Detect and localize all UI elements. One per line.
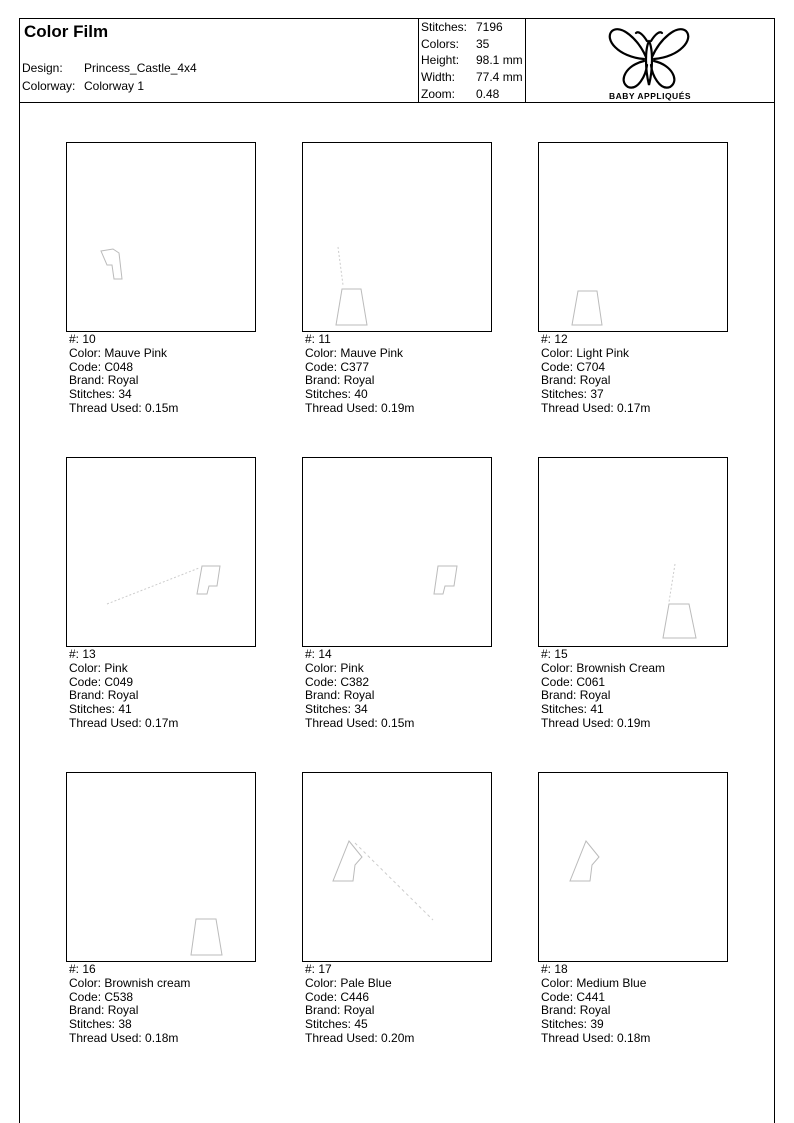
stat-width: Width: 77.4 mm <box>421 70 523 84</box>
colorway-row <box>22 79 144 93</box>
swatch-preview <box>538 142 728 332</box>
swatch-preview <box>538 772 728 962</box>
design-value: Princess_Castle_4x4 <box>84 61 197 75</box>
swatch-info: #: 14 Color: Pink Code: C382 Brand: Royal Stitches: 34 Thread Used: 0.15m <box>305 647 415 730</box>
stitch-shape <box>539 773 729 963</box>
swatch-preview <box>302 457 492 647</box>
design-row <box>22 61 197 75</box>
colorway-value: Colorway 1 <box>84 79 145 93</box>
swatch-info: #: 16 Color: Brownish cream Code: C538 Brand: Royal Stitches: 38 Thread Used: 0.18m <box>69 962 191 1045</box>
header-stats <box>419 19 526 102</box>
swatch-info: #: 18 Color: Medium Blue Code: C441 Brand: Royal Stitches: 39 Thread Used: 0.18m <box>541 962 651 1045</box>
swatch-info: #: 17 Color: Pale Blue Code: C446 Brand: Royal Stitches: 45 Thread Used: 0.20m <box>305 962 415 1045</box>
stat-colors: Colors: 35 <box>421 37 490 51</box>
swatch-info: #: 10 Color: Mauve Pink Code: C048 Brand: Royal Stitches: 34 Thread Used: 0.15m <box>69 332 179 415</box>
colorway-label: Colorway: <box>22 79 76 93</box>
stitch-shape <box>539 143 729 333</box>
swatch-preview <box>66 772 256 962</box>
logo-text: BABY APPLIQUÉS <box>608 91 692 101</box>
stitch-shape <box>67 773 257 963</box>
swatch-info: #: 15 Color: Brownish Cream Code: C061 Brand: Royal Stitches: 41 Thread Used: 0.19m <box>541 647 666 730</box>
page-title: Color Film <box>24 22 109 41</box>
brand-logo <box>526 19 774 102</box>
stitch-shape <box>303 458 493 648</box>
stitch-shape <box>67 143 257 333</box>
stitch-shape <box>67 458 257 648</box>
stat-height: Height: 98.1 mm <box>421 53 523 67</box>
swatch-preview <box>302 142 492 332</box>
swatch-preview <box>66 457 256 647</box>
swatch-preview <box>538 457 728 647</box>
swatch-preview <box>66 142 256 332</box>
stat-zoom: Zoom: 0.48 <box>421 87 500 101</box>
stitch-shape <box>303 773 493 963</box>
swatch-info: #: 11 Color: Mauve Pink Code: C377 Brand: Royal Stitches: 40 Thread Used: 0.19m <box>305 332 415 415</box>
swatch-info: #: 12 Color: Light Pink Code: C704 Brand: Royal Stitches: 37 Thread Used: 0.17m <box>541 332 651 415</box>
stitch-shape <box>303 143 493 333</box>
swatch-preview <box>302 772 492 962</box>
butterfly-logo-icon <box>526 19 774 91</box>
header <box>19 18 775 103</box>
swatch-info: #: 13 Color: Pink Code: C049 Brand: Royal Stitches: 41 Thread Used: 0.17m <box>69 647 179 730</box>
stitch-shape <box>539 458 729 648</box>
header-design-info <box>20 19 419 102</box>
stat-stitches: Stitches: 7196 <box>421 20 503 34</box>
design-label: Design: <box>22 61 63 75</box>
